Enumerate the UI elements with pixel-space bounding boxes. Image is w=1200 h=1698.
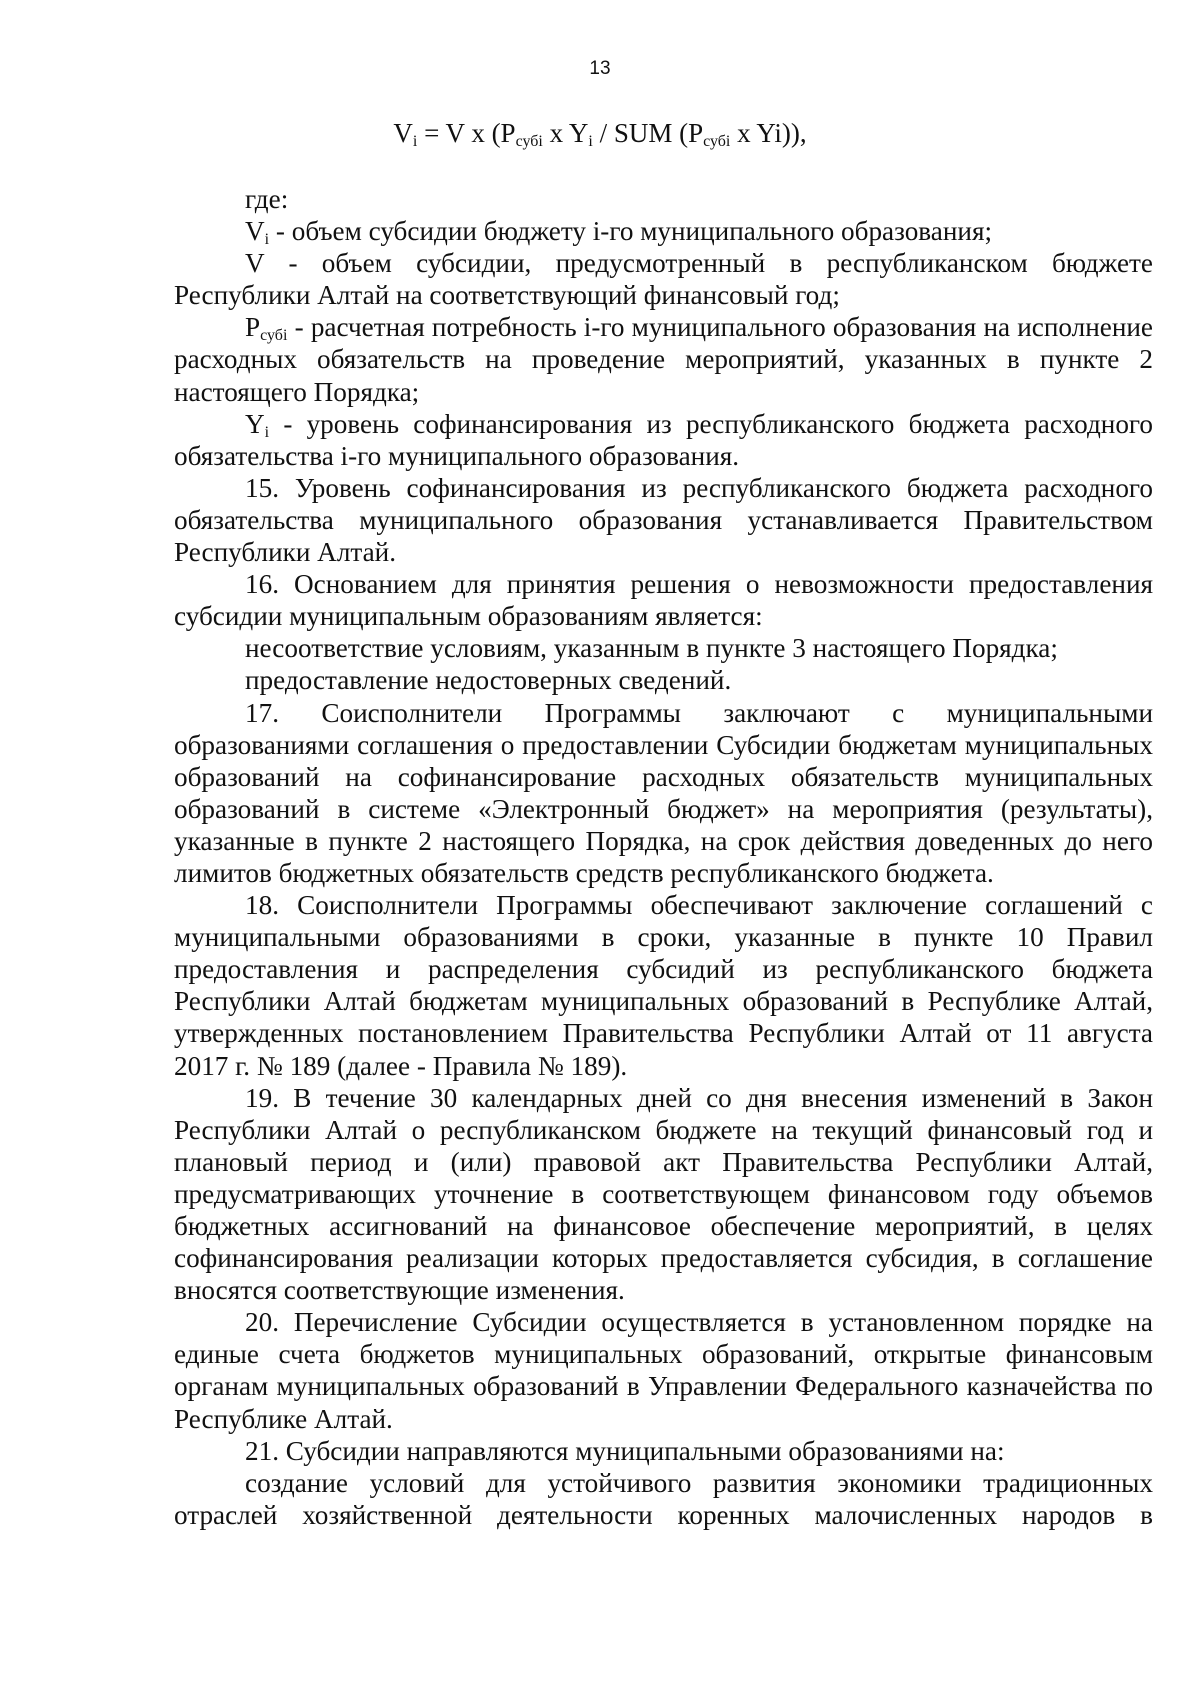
formula-part: x Yi)), bbox=[730, 118, 807, 148]
paragraph-21: 21. Субсидии направляются муниципальными образованиями на: bbox=[245, 1435, 1005, 1466]
formula-part: x Y bbox=[542, 118, 589, 148]
definition-text: - объем субсидии бюджету i-го муниципального образования; bbox=[269, 216, 993, 247]
symbol-y: Y bbox=[245, 408, 265, 439]
paragraph-17: 17. Соисполнители Программы заключают с муниципальными образованиями соглашения о предоставлении Субсидии бюджетам муниципальных образований на софинансирование расходных обязательств муниципальных образований в системе «Электронный бюджет» на мероприятия (результаты), указанные в пункте 2 настоящего Порядка, на срок действия доведенных до него лимитов бюджетных обязательств средств республиканского бюджета. bbox=[174, 697, 1153, 888]
formula-sub bbox=[516, 133, 543, 150]
formula-sub-index: i bbox=[725, 133, 731, 150]
formula-sub-i: i bbox=[412, 133, 418, 150]
symbol-sub: i bbox=[264, 423, 270, 441]
symbol-sub: i bbox=[264, 231, 270, 249]
definition-vi bbox=[174, 215, 1153, 247]
formula-sub bbox=[703, 133, 730, 150]
paragraph-21-item: создание условий для устойчивого развития экономики традиционных отраслей хозяйственной деятельности коренных малочисленных народов в bbox=[174, 1467, 1153, 1530]
page-number: 13 bbox=[589, 58, 611, 79]
definition-y bbox=[174, 408, 1153, 472]
body-text bbox=[174, 183, 1153, 1531]
formula bbox=[0, 117, 1200, 149]
paragraph-20: 20. Перечисление Субсидии осуществляется в установленном порядке на единые счета бюджетов муниципальных образований, открытые финансовым органам муниципальных образований в Управлении Федерального казначейства по Республике Алтай. bbox=[174, 1307, 1153, 1434]
formula-sub-i: i bbox=[588, 133, 593, 150]
paragraph-16: 16. Основанием для принятия решения о невозможности предоставления субсидии муниципальным образованиям является: bbox=[174, 569, 1153, 632]
formula-part: = V x (P bbox=[417, 118, 516, 148]
symbol-v: V bbox=[245, 216, 265, 247]
formula-v: V bbox=[393, 118, 413, 148]
paragraph-15: 15. Уровень софинансирования из республиканского бюджета расходного обязательства муниципального образования устанавливается Правительством Республики Алтай. bbox=[174, 472, 1153, 568]
where-label: где: bbox=[245, 184, 289, 214]
paragraph-16-item: предоставление недостоверных сведений. bbox=[245, 665, 732, 696]
formula-sub-index: i bbox=[538, 133, 543, 150]
definition-text: - расчетная потребность i-го муниципального образования на исполнение расходных обязательств на проведение мероприятий, указанных в пункте 2 настоящего Порядка; bbox=[174, 312, 1153, 407]
paragraph-16-item: несоответствие условиям, указанным в пункте 3 настоящего Порядка; bbox=[245, 633, 1058, 664]
formula-sub-text: суб bbox=[703, 133, 726, 150]
formula-sub-text: суб bbox=[515, 133, 539, 150]
definition-v: V - объем субсидии, предусмотренный в республиканском бюджете Республики Алтай на соответствующий финансовый год; bbox=[174, 248, 1153, 311]
definition-text: - уровень софинансирования из республиканского бюджета расходного обязательства i-го муниципального образования. bbox=[174, 408, 1153, 471]
paragraph-18: 18. Соисполнители Программы обеспечивают заключение соглашений с муниципальными образованиями в сроки, указанные в пункте 10 Правил предоставления и распределения субсидий из республиканского бюджета Республики Алтай бюджетам муниципальных образований в Республике Алтай, утвержденных постановлением Правительства Республики Алтай от 11 августа 2017 г. № 189 (далее - Правила № 189). bbox=[174, 890, 1153, 1081]
symbol-sub: субi bbox=[260, 327, 288, 345]
definition-p bbox=[174, 311, 1153, 407]
symbol-p: P bbox=[245, 312, 261, 343]
paragraph-19: 19. В течение 30 календарных дней со дня внесения изменений в Закон Республики Алтай о республиканском бюджете на текущий финансовый год и плановый период и (или) правовой акт Правительства Республики Алтай, предусматривающих уточнение в соответствующем финансовом году объемов бюджетных ассигнований на финансовое обеспечение мероприятий, в целях софинансирования реализации которых предоставляется субсидия, в соглашение вносятся соответствующие изменения. bbox=[174, 1082, 1153, 1306]
formula-part: / SUM (P bbox=[592, 118, 704, 148]
